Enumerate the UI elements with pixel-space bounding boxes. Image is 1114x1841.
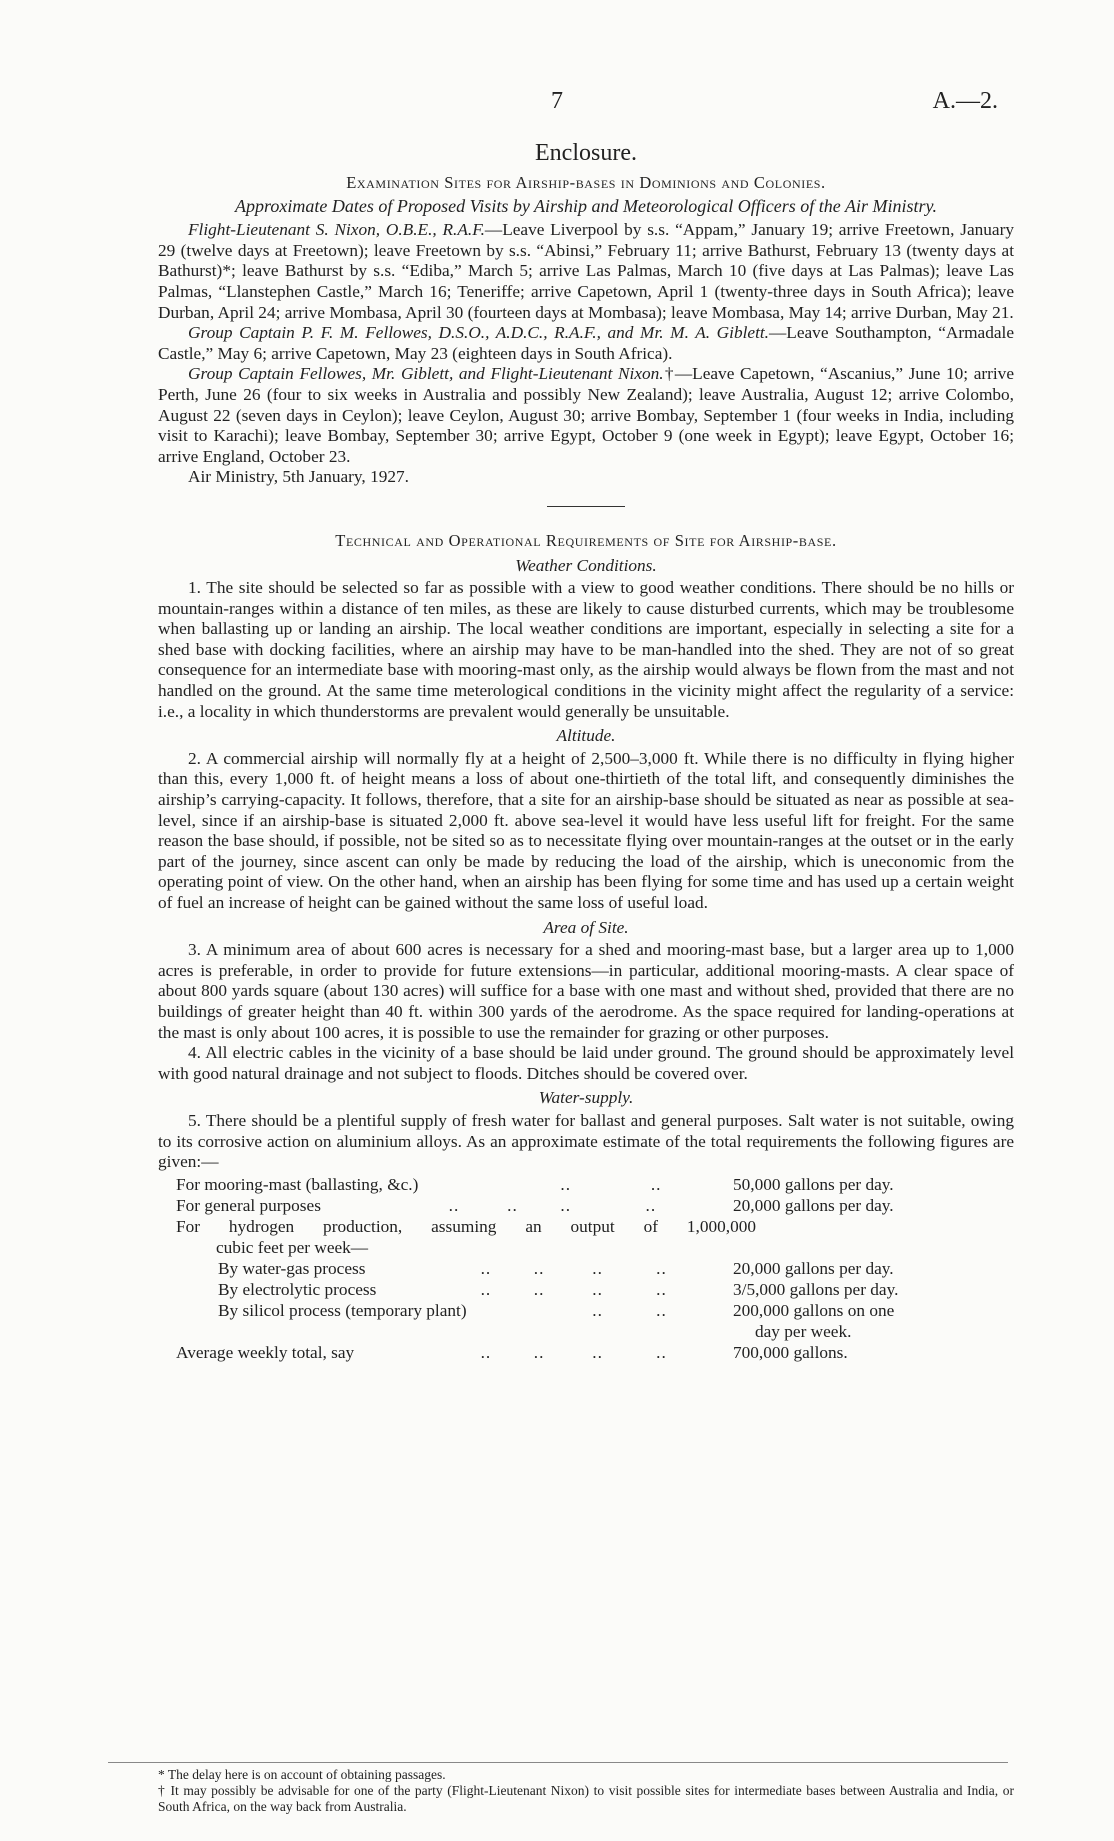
watergas-label: By water-gas process <box>218 1258 366 1278</box>
itinerary-nixon-text: —Leave Liverpool by s.s. “Appam,” January 19; arrive Freetown, January 29 (twelve days at Freetown); leave Freetown by s.s. “Abinsi,” February 11; arrive Bathurst, February 13 (twenty days at Bathurst)*; leave Bathurst by s.s. “Ediba,” March 5; arrive Las Palmas, March 10 (five days at Las Palmas); leave Las Palmas, “Llanstephen Castle,” March 16; Teneriffe; arrive Capetown, April 1 (twenty-three days in South Africa); leave Durban, April 24; arrive Mombasa, April 30 (fourteen days at Mombasa); leave Mombasa, May 14; arrive Durban, May 21. <box>158 220 1014 322</box>
section-divider <box>547 506 625 507</box>
table-row <box>158 1280 1014 1301</box>
weather-title: Weather Conditions. <box>515 555 657 575</box>
footnote-rule <box>108 1762 1008 1763</box>
itinerary-nixon <box>158 220 1014 323</box>
page-number: 7 <box>551 88 563 114</box>
table-row <box>158 1343 1014 1364</box>
signature-line: Air Ministry, 5th January, 1927. <box>188 467 409 487</box>
general-value: 20,000 gallons per day. <box>733 1195 894 1215</box>
dot-leader: .. .. <box>438 1300 667 1320</box>
footnote-dagger: † It may possibly be advisable for one of the party (Flight-Lieutenant Nixon) to visit possible sites for intermediate bases between Australia and India, or South Africa, on the way back from Australia. <box>158 1783 1014 1814</box>
dot-leader: .. .. .. .. <box>438 1258 667 1278</box>
dot-leader: .. .. .. .. <box>438 1342 667 1362</box>
table-row <box>158 1301 1014 1322</box>
water-title: Water-supply. <box>538 1088 634 1108</box>
table-row <box>158 1238 1014 1259</box>
cables-paragraph: 4. All electric cables in the vicinity of a base should be laid under ground. The ground should be approximately level with good natural drainage and not subject to floods. Ditches should be covered over. <box>158 1043 1014 1083</box>
silicol-label: By silicol process (temporary plant) <box>218 1300 467 1320</box>
section1-subtitle: Approximate Dates of Proposed Visits by Airship and Meteorological Officers of the Air Ministry. <box>235 195 937 216</box>
silicol-value-continued: day per week. <box>755 1321 852 1341</box>
table-row <box>158 1217 1014 1238</box>
dot-leader: .. .. .. .. <box>438 1279 667 1299</box>
table-row <box>158 1196 1014 1217</box>
water-paragraph: 5. There should be a plentiful supply of fresh water for ballast and general purposes. Salt water is not suitable, owing to its corrosive action on aluminium alloys. As an approximate estimate of the total requirements the following figures are given:— <box>158 1110 1014 1172</box>
hydrogen-label: For hydrogen production, assuming an output of 1,000,000 <box>176 1216 756 1236</box>
hydrogen-label-continued: cubic feet per week— <box>216 1237 369 1257</box>
itinerary-group-text: †—Leave Capetown, “Ascanius,” June 10; arrive Perth, June 26 (four to six weeks in Australia and possibly New Zealand); leave Australia, August 12; arrive Colombo, August 22 (seven days in Ceylon); leave Ceylon, August 30; arrive Bombay, September 1 (four weeks in India, including visit to Karachi); leave Bombay, September 30; arrive Egypt, October 9 (one week in Egypt); leave Egypt, October 16; arrive England, October 23. <box>158 364 1014 466</box>
general-label: For general purposes <box>176 1195 321 1215</box>
mooring-value: 50,000 gallons per day. <box>733 1174 894 1194</box>
water-requirements-table <box>158 1175 1014 1364</box>
weather-paragraph: 1. The site should be selected so far as possible with a view to good weather conditions. There should be no hills or mountain-ranges within a distance of ten miles, as these are likely to cause disturbed currents, which may be troublesome when ballasting up or landing an airship. The local weather conditions are important, especially in selecting a site for a shed base with docking facilities, where an airship may have to be man-handled into the shed. They are not of so great consequence for an intermediate base with mooring-mast only, as the airship would always be flown from the mast and not handled on the ground. At the same time meterological conditions in the vicinity might affect the regularity of a service: i.e., a locality in which thunderstorms are prevalent would generally be unsuitable. <box>158 578 1014 721</box>
area-paragraph: 3. A minimum area of about 600 acres is necessary for a shed and mooring-mast base, but a larger area up to 1,000 acres is preferable, in order to provide for future extensions—in particular, additional mooring-masts. A clear space of about 800 yards square (about 130 acres) will suffice for a base with one mast and without shed, provided that there are no buildings of greater height than 40 ft. within 300 yards of the aerodrome. As the space required for landing-operations at the mast is only about 100 acres, it is possible to use the remainder for grazing or other purposes. <box>158 940 1014 1042</box>
footnote-asterisk: * The delay here is on account of obtaining passages. <box>158 1767 446 1782</box>
enclosure-title: Enclosure. <box>535 140 637 166</box>
electrolytic-value: 3/5,000 gallons per day. <box>733 1279 899 1299</box>
footnotes <box>158 1767 1014 1815</box>
average-label: Average weekly total, say <box>176 1342 355 1362</box>
section2-heading: Technical and Operational Requirements of Site for Airship-base. <box>335 530 837 550</box>
area-title: Area of Site. <box>543 917 629 937</box>
altitude-paragraph: 2. A commercial airship will normally fly at a height of 2,500–3,000 ft. While there is no difficulty in flying higher than this, every 1,000 ft. of height means a loss of about one-thirtieth of the total lift, and consequently diminishes the airship’s carrying-capacity. It follows, therefore, that a site for an airship-base should be situated as near as possible at sea-level, since if an airship-base is situated 2,000 ft. above sea-level it would have less useful lift for freight. For the same reason the base should, if possible, not be sited so as to necessitate flying over mountain-ranges at the outset or in the early part of the journey, since ascent can only be made by reducing the load of the airship, which is uneconomic from the operating point of view. On the other hand, when an airship has been flying for some time and has used up a certain weight of fuel an increase of height can be gained without the same loss of useful load. <box>158 748 1014 912</box>
watergas-value: 20,000 gallons per day. <box>733 1258 894 1278</box>
dot-leader: .. .. <box>438 1174 662 1194</box>
table-row <box>158 1259 1014 1280</box>
itinerary-group-name: Group Captain Fellowes, Mr. Giblett, and Flight-Lieutenant Nixon. <box>188 364 664 384</box>
silicol-value: 200,000 gallons on one <box>733 1300 895 1320</box>
table-row <box>158 1322 1014 1343</box>
document-reference: A.—2. <box>932 88 998 114</box>
average-value: 700,000 gallons. <box>733 1342 848 1362</box>
table-row <box>158 1175 1014 1196</box>
itinerary-group <box>158 364 1014 467</box>
itinerary-fellowes-text: —Leave Southampton, “Armadale Castle,” May 6; arrive Capetown, May 23 (eighteen days in South Africa). <box>158 323 1014 363</box>
main-column <box>158 139 1014 1364</box>
section1-heading: Examination Sites for Airship-bases in Dominions and Colonies. <box>346 173 826 192</box>
itinerary-fellowes-name: Group Captain P. F. M. Fellowes, D.S.O., A.D.C., R.A.F., and Mr. M. A. Giblett. <box>188 323 769 343</box>
dot-leader: .. .. .. .. <box>438 1195 657 1215</box>
altitude-title: Altitude. <box>556 726 616 746</box>
itinerary-nixon-name: Flight-Lieutenant S. Nixon, O.B.E., R.A.F. <box>188 220 485 240</box>
electrolytic-label: By electrolytic process <box>218 1279 377 1299</box>
itinerary-fellowes <box>158 323 1014 364</box>
mooring-label: For mooring-mast (ballasting, &c.) <box>176 1174 419 1194</box>
